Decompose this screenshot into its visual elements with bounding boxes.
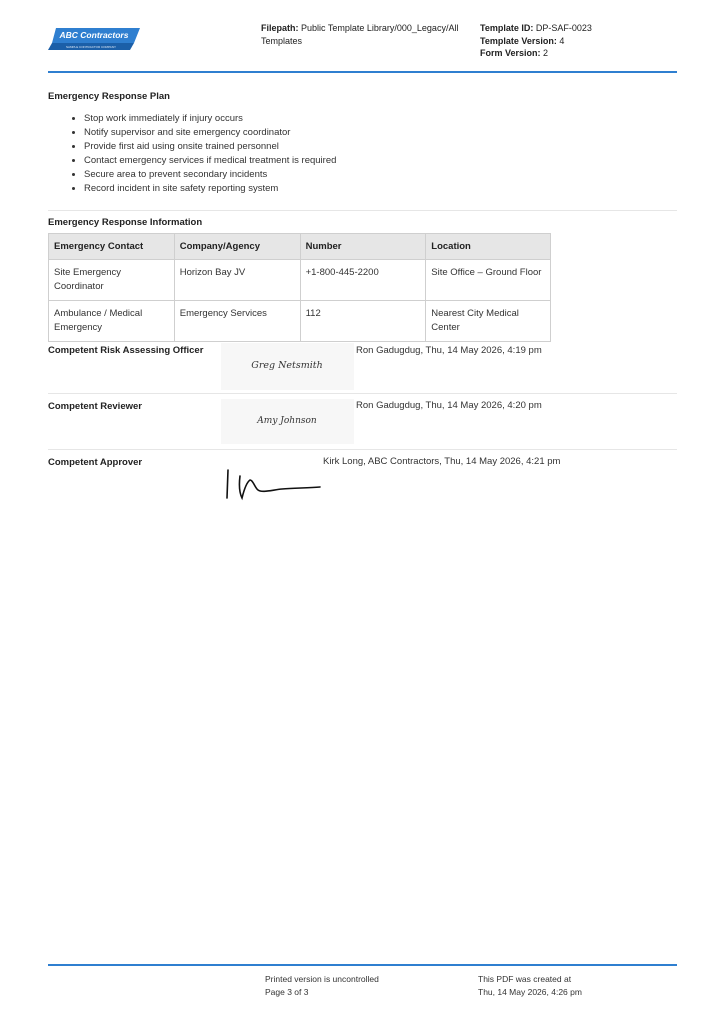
section-divider xyxy=(48,210,677,211)
table-cell: 112 xyxy=(300,301,426,342)
signature-role-risk-officer: Competent Risk Assessing Officer xyxy=(48,345,204,356)
list-item: • Record incident in site safety reporting system xyxy=(84,182,336,196)
emergency-info-table xyxy=(48,233,551,342)
table-cell: +1-800-445-2200 xyxy=(300,260,426,301)
template-id xyxy=(480,22,680,35)
footer-uncontrolled-note: Printed version is uncontrolled xyxy=(265,974,379,984)
emergency-plan-title: Emergency Response Plan xyxy=(48,91,170,102)
form-version-value: 2 xyxy=(543,48,549,58)
signature-meta-approver: Kirk Long, ABC Contractors, Thu, 14 May 2026, 4:21 pm xyxy=(323,456,561,467)
header-filepath xyxy=(261,22,461,47)
footer-created-label: This PDF was created at xyxy=(478,974,572,984)
form-version-label: Form Version: xyxy=(480,48,541,58)
logo-name: ABC Contractors xyxy=(59,30,129,40)
footer-page-number: Page 3 of 3 xyxy=(265,987,309,997)
list-item: • Notify supervisor and site emergency coordinator xyxy=(84,126,336,140)
column-header: Emergency Contact xyxy=(49,234,175,260)
list-item: • Secure area to prevent secondary incidents xyxy=(84,168,336,182)
filepath-label: Filepath: xyxy=(261,23,299,33)
signature-meta-risk-officer: Ron Gadugdug, Thu, 14 May 2026, 4:19 pm xyxy=(356,345,542,356)
signature-image-risk-officer xyxy=(221,343,354,390)
form-version xyxy=(480,47,680,60)
column-header: Company/Agency xyxy=(174,234,300,260)
table-cell: Site Emergency Coordinator xyxy=(49,260,175,301)
header-divider xyxy=(48,71,677,73)
template-version xyxy=(480,35,680,48)
table-cell: Horizon Bay JV xyxy=(174,260,300,301)
table-cell: Ambulance / Medical Emergency xyxy=(49,301,175,342)
footer-created-info xyxy=(478,973,582,999)
signature-image-approver xyxy=(222,466,326,502)
template-id-value: DP-SAF-0023 xyxy=(535,23,592,33)
signature-role-reviewer: Competent Reviewer xyxy=(48,401,142,412)
footer-divider xyxy=(48,964,677,966)
signature-script: Amy Johnson xyxy=(257,416,317,426)
table-cell: Site Office – Ground Floor xyxy=(426,260,551,301)
table-cell: Emergency Services xyxy=(174,301,300,342)
table-cell: Nearest City Medical Center xyxy=(426,301,551,342)
company-logo xyxy=(48,27,140,51)
list-item: • Provide first aid using onsite trained personnel xyxy=(84,140,336,154)
logo-tagline: SAMPLE CONTRACTOR COMPANY xyxy=(66,45,116,49)
emergency-plan-list xyxy=(70,112,336,196)
signature-image-reviewer xyxy=(221,399,354,444)
section-divider xyxy=(48,393,677,394)
column-header: Number xyxy=(300,234,426,260)
section-divider xyxy=(48,449,677,450)
template-version-value: 4 xyxy=(559,35,565,46)
header-template-info xyxy=(480,22,680,60)
table-row xyxy=(49,301,551,342)
emergency-info-title: Emergency Response Information xyxy=(48,217,203,228)
table-header-row xyxy=(49,234,551,260)
signature-script: Greg Netsmith xyxy=(251,360,323,371)
list-item: • Stop work immediately if injury occurs xyxy=(84,112,336,126)
template-id-label: Template ID: xyxy=(480,23,534,33)
footer-page-info xyxy=(265,973,379,999)
signature-role-approver: Competent Approver xyxy=(48,457,143,468)
table-row xyxy=(49,260,551,301)
column-header: Location xyxy=(426,234,551,260)
footer-created-date: Thu, 14 May 2026, 4:26 pm xyxy=(478,987,582,997)
signature-meta-reviewer: Ron Gadugdug, Thu, 14 May 2026, 4:20 pm xyxy=(356,400,542,411)
filepath-value: Public Template Library/000_Legacy/All Templates xyxy=(261,23,459,46)
template-version-label: Template Version: xyxy=(480,35,557,46)
list-item: • Contact emergency services if medical treatment is required xyxy=(84,154,336,168)
